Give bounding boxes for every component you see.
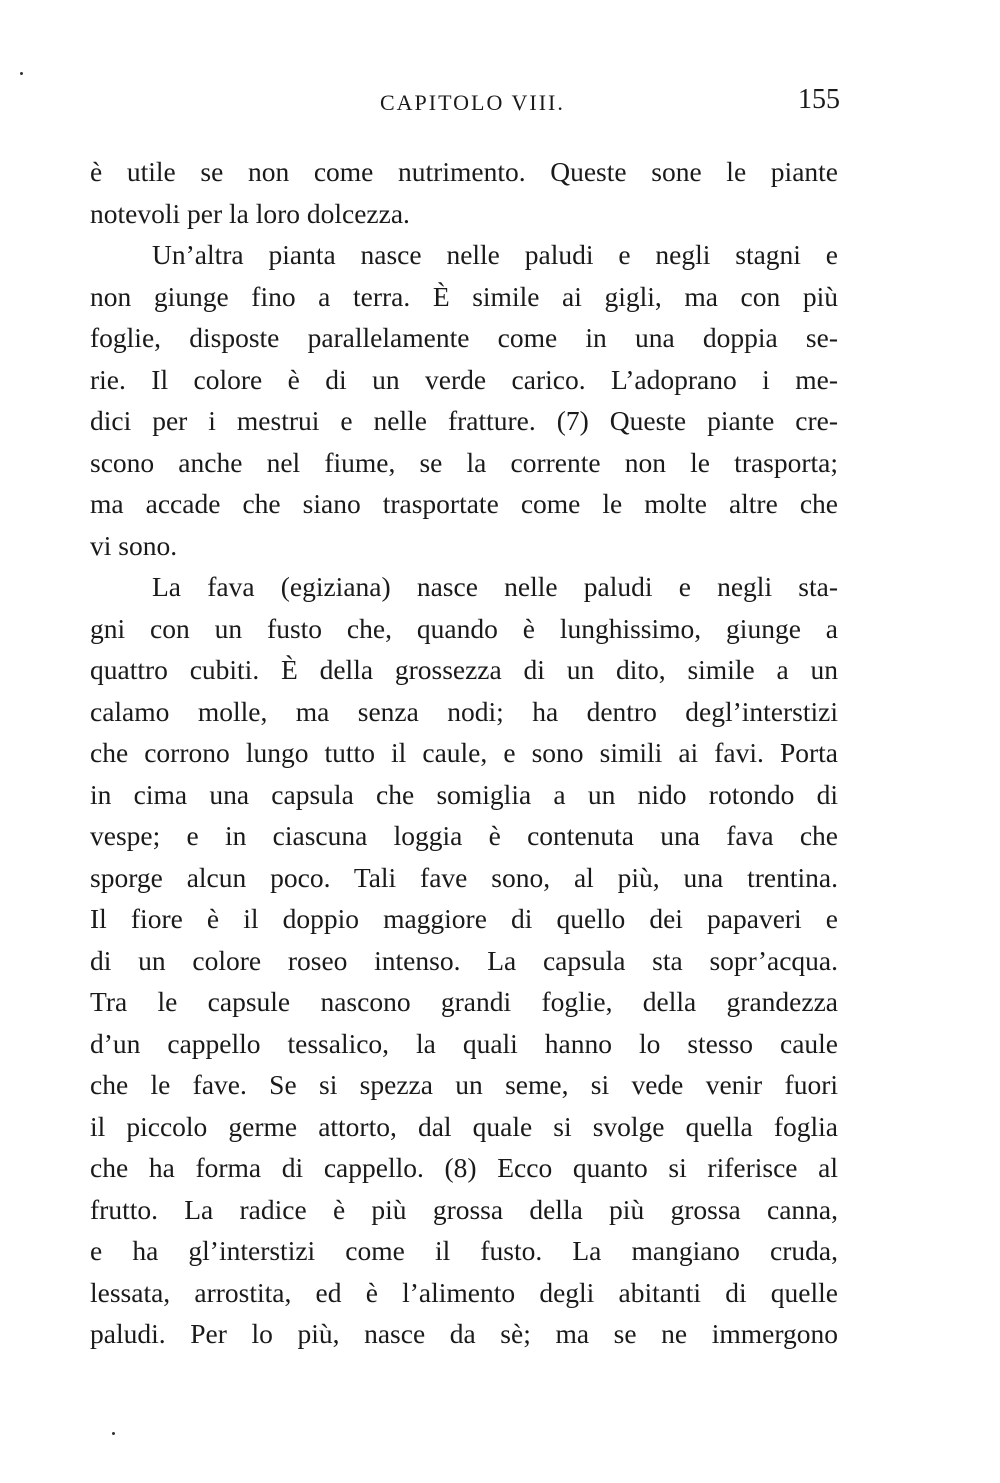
text-line: paludi. Per lo più, nasce da sè; ma se ne immergono [90,1318,838,1349]
page-number: 155 [798,84,840,115]
text-line: La fava (egiziana) nasce nelle paludi e negli sta- [152,571,838,602]
text-line: vi sono. [90,529,178,561]
text-line: Un’altra pianta nasce nelle paludi e negli stagni e [152,239,838,270]
text-line: e ha gl’interstizi come il fusto. La mangiano cruda, [90,1235,838,1266]
text-line: quattro cubiti. È della grossezza di un dito, simile a un [90,654,838,685]
ink-speck [112,1432,115,1435]
text-line: che corrono lungo tutto il caule, e sono simili ai favi. Porta [90,737,838,768]
ink-speck [20,72,23,75]
running-head: CAPITOLO VIII. [380,90,565,115]
text-line: ma accade che siano trasportate come le molte altre che [90,488,838,519]
text-line: gni con un fusto che, quando è lunghissimo, giunge a [90,612,838,644]
text-line: calamo molle, ma senza nodi; ha dentro degl’interstizi [90,695,838,727]
text-line: sporge alcun poco. Tali fave sono, al più, una trentina. [90,861,838,893]
text-line: frutto. La radice è più grossa della più grossa canna, [90,1193,838,1225]
text-line: notevoli per la loro dolcezza. [90,197,410,229]
text-line: è utile se non come nutrimento. Queste sone le piante [90,156,838,187]
text-line: di un colore roseo intenso. La capsula sta sopr’acqua. [90,944,838,976]
text-line: rie. Il colore è di un verde carico. L’adoprano i me- [90,363,838,395]
text-line: il piccolo germe attorto, dal quale si svolge quella foglia [90,1110,838,1142]
page-header [90,84,840,124]
text-line: dici per i mestrui e nelle fratture. (7) Queste piante cre- [90,405,838,436]
body-text [90,151,838,1355]
text-line: che ha forma di cappello. (8) Ecco quanto si riferisce al [90,1152,838,1183]
text-line: d’un cappello tessalico, la quali hanno lo stesso caule [90,1027,838,1059]
text-line: in cima una capsula che somiglia a un nido rotondo di [90,778,838,810]
text-line: che le fave. Se si spezza un seme, si vede venir fuori [90,1069,838,1100]
text-line: Il fiore è il doppio maggiore di quello dei papaveri e [90,903,838,934]
text-line: non giunge fino a terra. È simile ai gigli, ma con più [90,280,838,312]
text-line: scono anche nel fiume, se la corrente non le trasporta; [90,446,838,478]
text-line: foglie, disposte parallelamente come in una doppia se- [90,322,838,353]
text-line: Tra le capsule nascono grandi foglie, della grandezza [90,986,838,1017]
text-line: lessata, arrostita, ed è l’alimento degli abitanti di quelle [90,1276,838,1308]
text-line: vespe; e in ciascuna loggia è contenuta una fava che [90,820,838,851]
